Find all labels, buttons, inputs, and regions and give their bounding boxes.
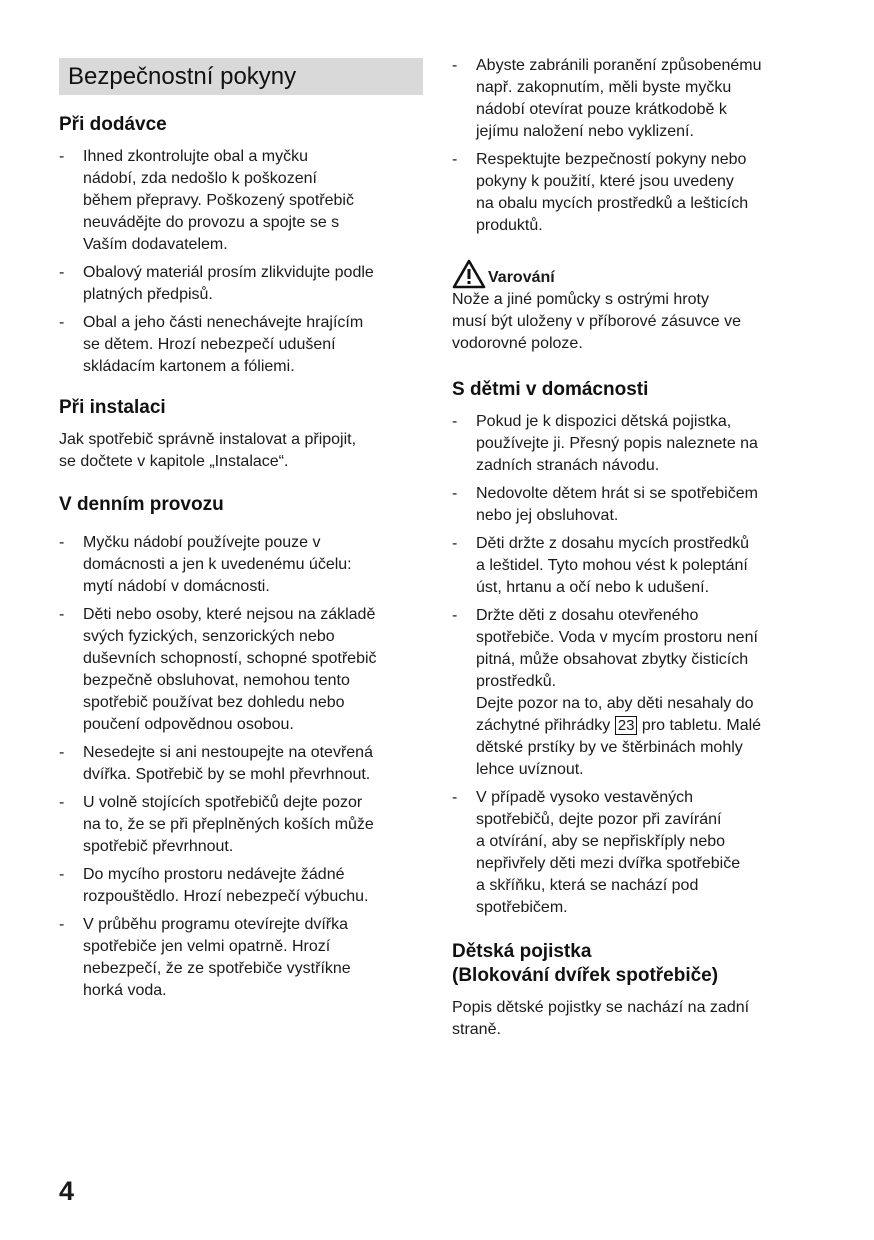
- section-banner: Bezpečnostní pokyny: [59, 58, 423, 95]
- warning-label: Varování: [488, 269, 555, 286]
- daily-list: [59, 532, 423, 1002]
- list-item: - Abyste zabránili poranění způsobenému např. zakopnutím, měli byste myčku nádobí otevírat pouze krátkodobě k jejímu naložení nebo vyklizení.: [452, 55, 812, 143]
- list-item: - U volně stojících spotřebičů dejte pozor na to, že se při přeplněných koších může spotřebič převrhnout.: [59, 792, 423, 858]
- list-item: - Děti nebo osoby, které nejsou na základě svých fyzických, senzorických nebo duševních schopností, schopné spotřebič bezpečně obsluhovat, nemohou tento spotřebič používat bez dohledu nebo poučení odpovědnou osobou.: [59, 604, 423, 736]
- list-item: - Držte děti z dosahu otevřeného spotřebiče. Voda v mycím prostoru není pitná, může obsahovat zbytky čisticích prostředků. Dejte pozor na to, aby děti nesahaly do záchytné přihrádky 23 pro tabletu. Malé dětské prstíky by ve štěrbinách mohly lehce uvíznout.: [452, 605, 812, 781]
- children-heading: S dětmi v domácnosti: [452, 379, 649, 400]
- warning-heading: [452, 259, 812, 289]
- reference-number-box: 23: [615, 716, 638, 735]
- right-column: [452, 55, 812, 1041]
- right-top-list: [452, 55, 812, 237]
- list-item: - V případě vysoko vestavěných spotřebičů, dejte pozor při zavírání a otvírání, aby se nepřiskříply nebo nepřivřely děti mezi dvířka spotřebiče a skříňku, která se nachází pod spotřebičem.: [452, 787, 812, 919]
- warning-text: Nože a jiné pomůcky s ostrými hroty musí být uloženy v příborové zásuvce ve vodorovné poloze.: [452, 291, 742, 352]
- delivery-list: [59, 146, 423, 378]
- list-item: - Ihned zkontrolujte obal a myčku nádobí, zda nedošlo k poškození během přepravy. Poškozený spotřebič neuvádějte do provozu a spojte se s Vaším dodavatelem.: [59, 146, 423, 256]
- delivery-heading: Při dodávce: [59, 114, 167, 135]
- list-item: - Děti držte z dosahu mycích prostředků a leštidel. Tyto mohou vést k poleptání úst, hrtanu a očí nebo k udušení.: [452, 533, 812, 599]
- page-number: 4: [59, 1176, 75, 1206]
- list-item: - Obal a jeho části nenechávejte hrajícím se dětem. Hrozí nebezpečí udušení skládacím kartonem a fóliemi.: [59, 312, 423, 378]
- installation-heading: Při instalaci: [59, 397, 166, 418]
- list-item: - V průběhu programu otevírejte dvířka spotřebiče jen velmi opatrně. Hrozí nebezpečí, že ze spotřebiče vystříkne horká voda.: [59, 914, 423, 1002]
- warning-triangle-icon: [452, 259, 486, 289]
- installation-text: Jak spotřebič správně instalovat a připojit, se dočtete v kapitole „Instalace“.: [59, 431, 357, 470]
- list-item: - Myčku nádobí používejte pouze v domácnosti a jen k uvedenému účelu: mytí nádobí v domácnosti.: [59, 532, 423, 598]
- list-item: - Respektujte bezpečností pokyny nebo pokyny k použití, které jsou uvedeny na obalu mycích prostředků a lešticích produktů.: [452, 149, 812, 237]
- child-lock-heading: Dětská pojistka (Blokování dvířek spotřebiče): [452, 941, 719, 986]
- child-lock-text: Popis dětské pojistky se nachází na zadní straně.: [452, 999, 750, 1038]
- children-list: [452, 411, 812, 919]
- list-item: - Nesedejte si ani nestoupejte na otevřená dvířka. Spotřebič by se mohl převrhnout.: [59, 742, 423, 786]
- list-item: - Obalový materiál prosím zlikvidujte podle platných předpisů.: [59, 262, 423, 306]
- list-item: - Pokud je k dispozici dětská pojistka, používejte ji. Přesný popis naleznete na zadních stranách návodu.: [452, 411, 812, 477]
- left-column: [59, 58, 423, 1008]
- list-item: - Nedovolte dětem hrát si se spotřebičem nebo jej obsluhovat.: [452, 483, 812, 527]
- daily-heading: V denním provozu: [59, 494, 224, 515]
- list-item: - Do mycího prostoru nedávejte žádné rozpouštědlo. Hrozí nebezpečí výbuchu.: [59, 864, 423, 908]
